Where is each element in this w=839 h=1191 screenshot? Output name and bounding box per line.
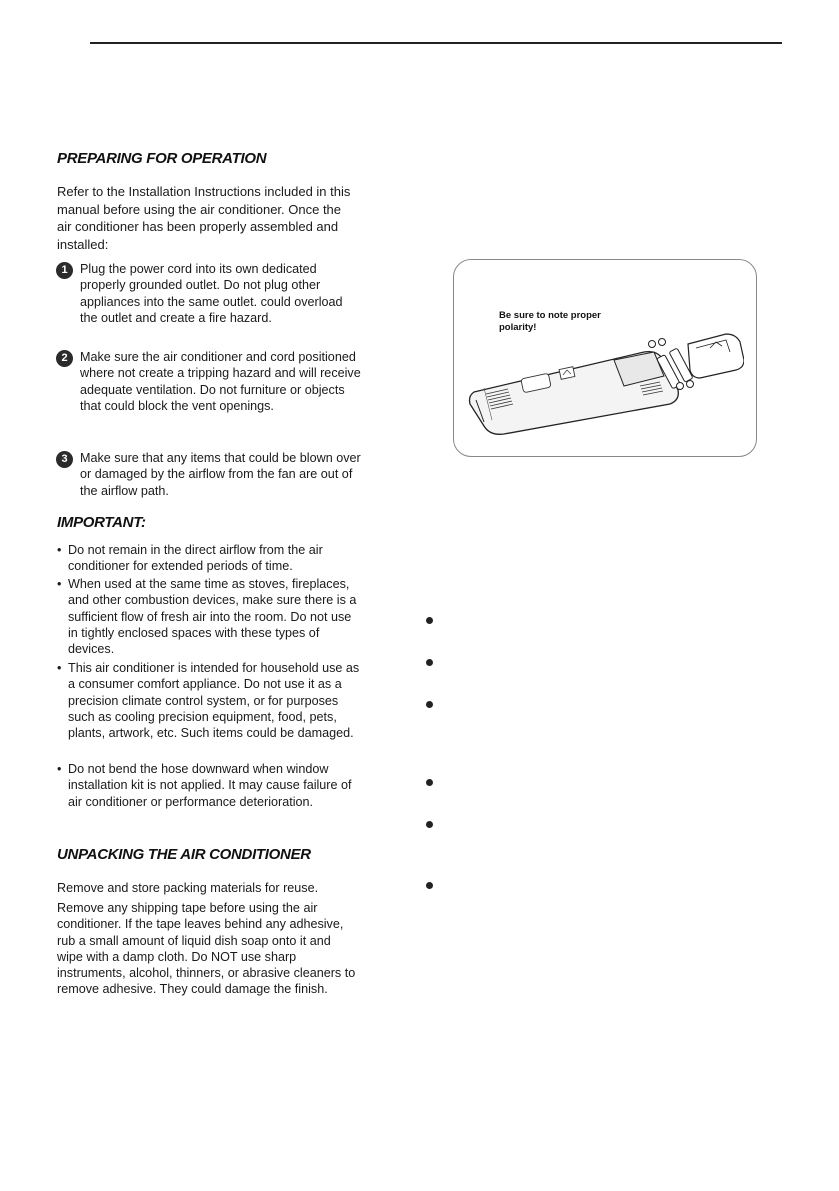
step-text: Plug the power cord into its own dedicated properly grounded outlet. Do not plug other appliances into the same outlet. could overload the outlet and create a fire hazard. [80, 262, 343, 325]
bullet-icon [426, 882, 433, 889]
step-number-badge: 3 [56, 451, 73, 468]
bullet-icon: • [57, 577, 62, 591]
polarity-caption: Be sure to note proper polarity! [499, 310, 601, 333]
remote-control-battery-icon [464, 330, 744, 440]
bullet-icon [426, 821, 433, 828]
battery-figure [453, 259, 757, 457]
important-item-text: This air conditioner is intended for household use as a consumer comfort appliance. Do not use it as a precision climate control system, or for purposes such as cooling precision equipment, food, pets, plants, artwork, etc. Such items could be damaged. [68, 661, 360, 741]
step-number-badge: 2 [56, 350, 73, 367]
important-item-text: Do not bend the hose downward when window installation kit is not applied. It may cause failure of air conditioner or performance deterioration. [68, 762, 352, 809]
bullet-icon: • [57, 661, 62, 675]
bullet-icon [426, 779, 433, 786]
bullet-icon [426, 617, 433, 624]
step-text: Make sure that any items that could be blown over or damaged by the airflow from the fan are out of the airflow path. [80, 451, 361, 498]
bullet-icon: • [57, 762, 62, 776]
important-heading: IMPORTANT: [57, 514, 146, 531]
bullet-icon [426, 701, 433, 708]
important-item-text: When used at the same time as stoves, fireplaces, and other combustion devices, make sure there is a sufficient flow of fresh air into the room. Do not use in tightly enclosed spaces with these types of devices. [68, 577, 357, 657]
bullet-icon: • [57, 543, 62, 557]
preparing-intro: Refer to the Installation Instructions included in this manual before using the air conditioner. Once the air conditioner has been properly assembled and installed: [57, 184, 351, 252]
preparing-heading: PREPARING FOR OPERATION [57, 150, 267, 167]
step-number-badge: 1 [56, 262, 73, 279]
top-rule [90, 42, 782, 44]
unpacking-para-2: Remove any shipping tape before using the air conditioner. If the tape leaves behind any adhesive, rub a small amount of liquid dish soap onto it and wipe with a damp cloth. Do NOT use sharp instruments, alcohol, thinners, or abrasive cleaners to remove adhesive. They could damage the finish. [57, 901, 356, 997]
step-text: Make sure the air conditioner and cord positioned where not create a tripping hazard and will receive adequate ventilation. Do not furniture or objects that could block the vent openings. [80, 350, 361, 413]
bullet-icon [426, 659, 433, 666]
unpacking-heading: UNPACKING THE AIR CONDITIONER [57, 846, 311, 863]
important-item-text: Do not remain in the direct airflow from the air conditioner for extended periods of time. [68, 543, 323, 574]
unpacking-para-1: Remove and store packing materials for reuse. [57, 881, 319, 895]
